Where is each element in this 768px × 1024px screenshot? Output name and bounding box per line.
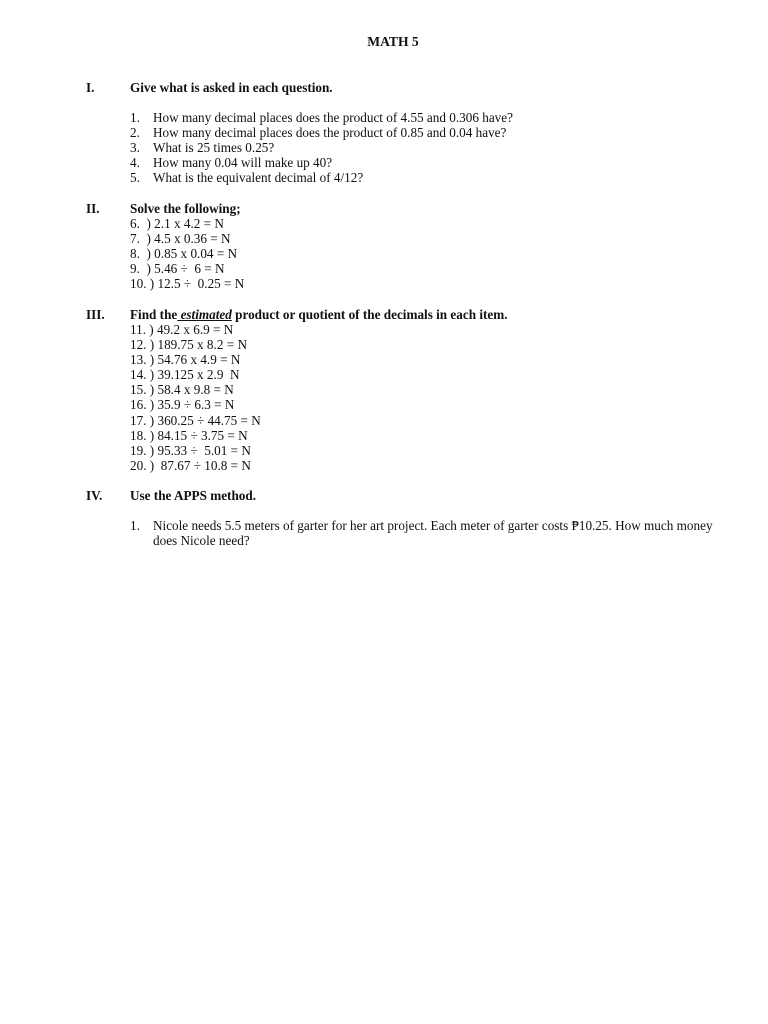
list-item bbox=[130, 276, 244, 291]
list-item bbox=[130, 155, 513, 170]
list-item bbox=[130, 518, 723, 548]
problem-list bbox=[130, 216, 244, 291]
list-item bbox=[130, 337, 261, 352]
list-item bbox=[130, 231, 244, 246]
item-number: 17. bbox=[130, 412, 147, 428]
section-numeral: IV. bbox=[86, 488, 103, 503]
item-number: 18. bbox=[130, 427, 147, 443]
item-text: ) 5.46 ÷ 6 = N bbox=[139, 261, 225, 277]
section-title bbox=[130, 307, 508, 323]
item-number: 9. bbox=[130, 261, 140, 277]
question-list bbox=[130, 110, 513, 185]
section-numeral: II. bbox=[86, 201, 100, 216]
item-text: ) 12.5 ÷ 0.25 = N bbox=[146, 276, 245, 292]
list-item bbox=[130, 246, 244, 261]
item-text: ) 54.76 x 4.9 = N bbox=[146, 352, 241, 368]
word-problem-list bbox=[130, 518, 723, 548]
section-title-emphasis: estimated bbox=[177, 307, 232, 322]
item-number: 19. bbox=[130, 442, 147, 458]
item-number: 7. bbox=[130, 231, 140, 247]
section-title: Use the APPS method. bbox=[130, 488, 257, 503]
list-item bbox=[130, 382, 261, 397]
item-text: ) 58.4 x 9.8 = N bbox=[146, 382, 234, 398]
list-item bbox=[130, 322, 261, 337]
section-title: Give what is asked in each question. bbox=[130, 80, 333, 95]
section-numeral: I. bbox=[86, 80, 95, 95]
item-text: ) 39.125 x 2.9 N bbox=[146, 367, 240, 383]
section-numeral: III. bbox=[86, 307, 105, 322]
list-item bbox=[130, 140, 513, 155]
list-item bbox=[130, 397, 261, 412]
item-text: How many 0.04 will make up 40? bbox=[153, 155, 333, 171]
item-number: 2. bbox=[130, 125, 140, 141]
item-number: 15. bbox=[130, 382, 147, 398]
item-text: ) 189.75 x 8.2 = N bbox=[146, 337, 247, 353]
item-number: 16. bbox=[130, 397, 147, 413]
item-text: ) 49.2 x 6.9 = N bbox=[146, 322, 234, 337]
item-number: 13. bbox=[130, 352, 147, 368]
item-text: ) 35.9 ÷ 6.3 = N bbox=[146, 397, 235, 413]
section-title: Solve the following; bbox=[130, 201, 241, 216]
item-text: Nicole needs 5.5 meters of garter for her art project. Each meter of garter costs ₱10.25. How much money does Nicole need? bbox=[153, 518, 713, 549]
item-text: ) 87.67 ÷ 10.8 = N bbox=[146, 457, 251, 473]
document-title: MATH 5 bbox=[367, 34, 419, 49]
item-number: 5. bbox=[130, 170, 140, 186]
list-item bbox=[130, 125, 513, 140]
item-number: 1. bbox=[130, 110, 140, 125]
list-item bbox=[130, 367, 261, 382]
item-text: What is 25 times 0.25? bbox=[153, 140, 275, 156]
item-number: 12. bbox=[130, 337, 147, 353]
list-item bbox=[130, 170, 513, 185]
list-item bbox=[130, 110, 513, 125]
item-number: 8. bbox=[130, 246, 140, 262]
item-text: ) 84.15 ÷ 3.75 = N bbox=[146, 427, 248, 443]
item-number: 20. bbox=[130, 457, 147, 473]
item-text: What is the equivalent decimal of 4/12? bbox=[153, 170, 364, 186]
item-text: ) 2.1 x 4.2 = N bbox=[139, 216, 224, 231]
item-number: 1. bbox=[130, 518, 140, 533]
item-number: 10. bbox=[130, 276, 147, 292]
item-number: 11. bbox=[130, 322, 146, 337]
list-item bbox=[130, 428, 261, 443]
problem-list bbox=[130, 322, 261, 473]
item-text: How many decimal places does the product of 0.85 and 0.04 have? bbox=[153, 125, 507, 141]
item-number: 14. bbox=[130, 367, 147, 383]
list-item bbox=[130, 458, 261, 473]
item-text: ) 4.5 x 0.36 = N bbox=[139, 231, 231, 247]
item-number: 6. bbox=[130, 216, 140, 231]
item-number: 3. bbox=[130, 140, 140, 156]
item-text: How many decimal places does the product of 4.55 and 0.306 have? bbox=[153, 110, 513, 125]
section-title-end: product or quotient of the decimals in each item. bbox=[231, 307, 508, 322]
list-item bbox=[130, 443, 261, 458]
list-item bbox=[130, 261, 244, 276]
item-number: 4. bbox=[130, 155, 140, 171]
list-item bbox=[130, 352, 261, 367]
section-title-start: Find the bbox=[130, 307, 178, 322]
item-text: ) 95.33 ÷ 5.01 = N bbox=[146, 442, 251, 458]
item-text: ) 360.25 ÷ 44.75 = N bbox=[146, 412, 261, 428]
list-item bbox=[130, 216, 244, 231]
list-item bbox=[130, 413, 261, 428]
item-text: ) 0.85 x 0.04 = N bbox=[139, 246, 238, 262]
